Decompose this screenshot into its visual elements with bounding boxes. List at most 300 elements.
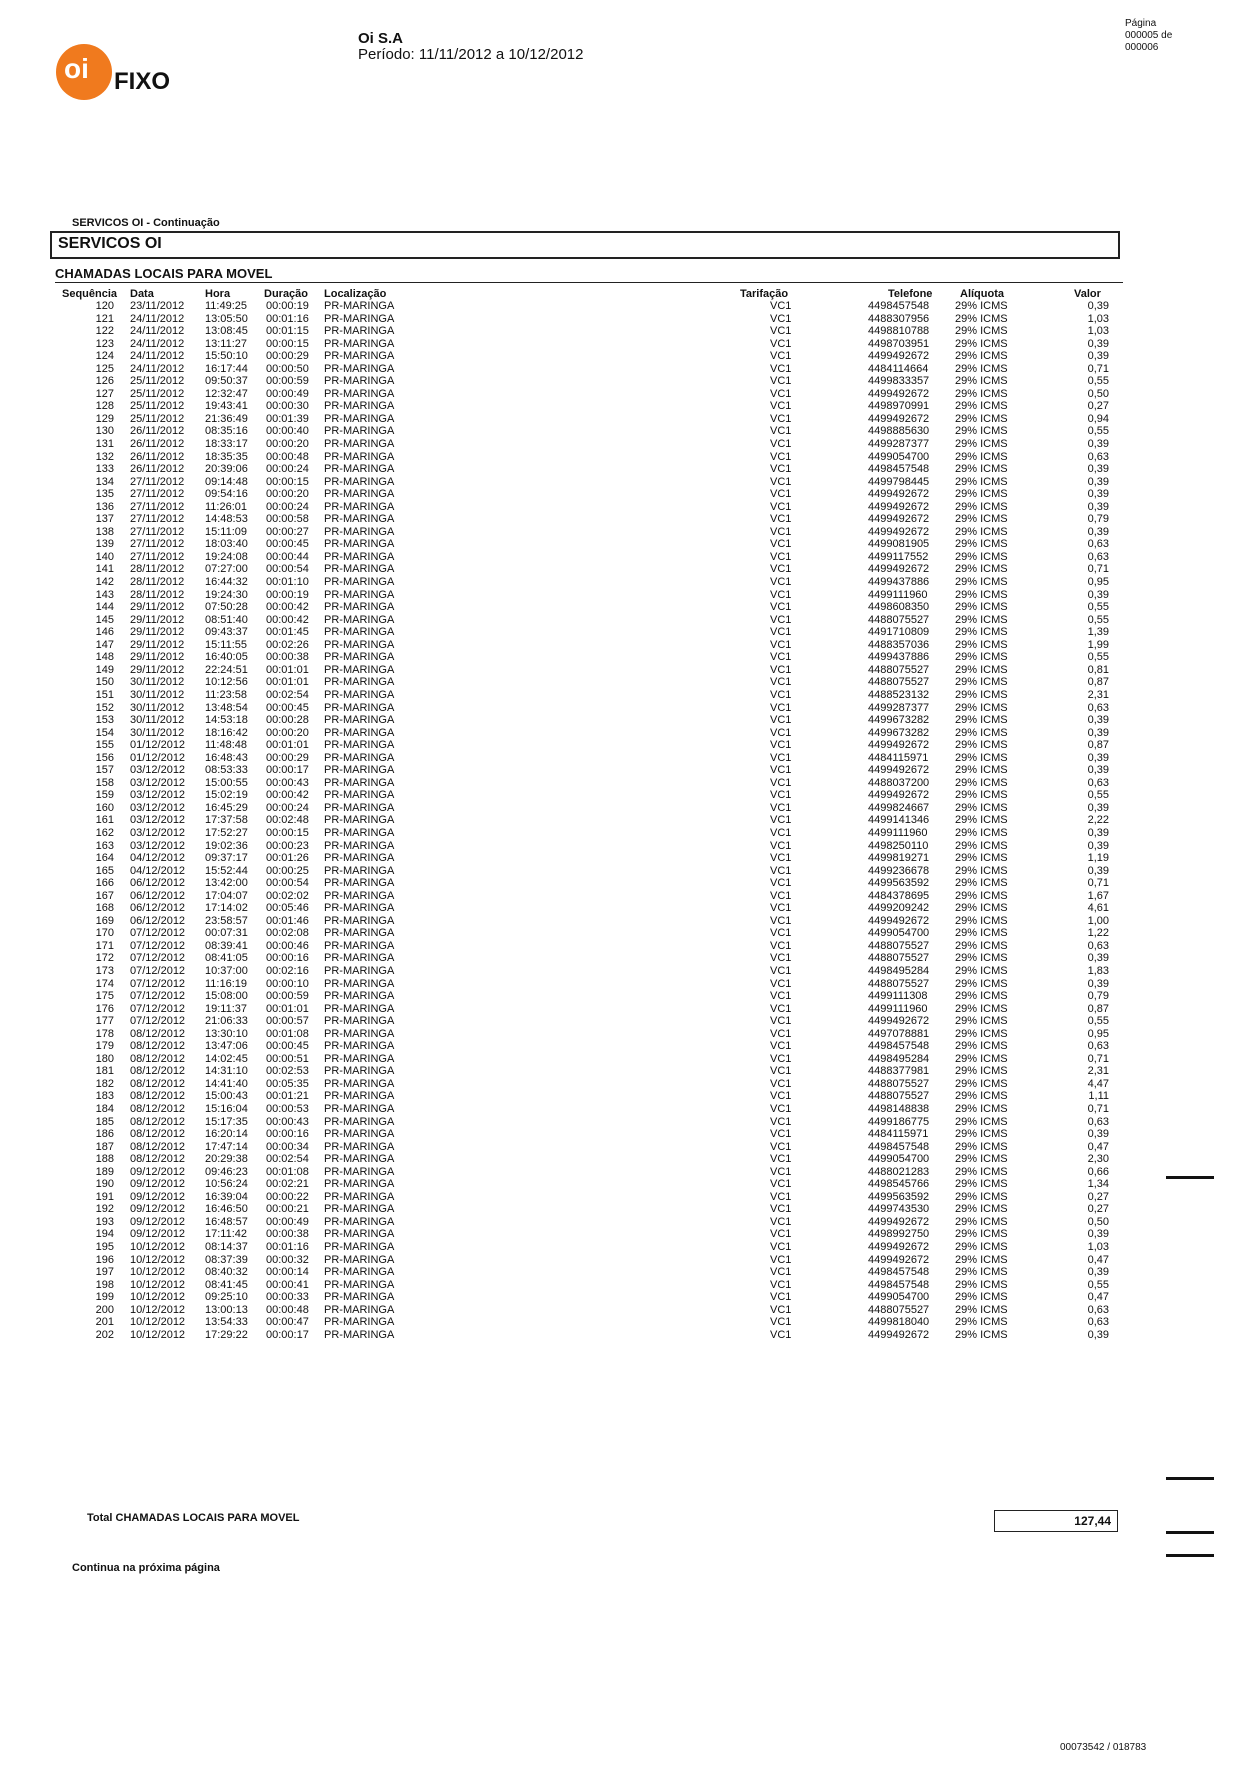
cell-tariff: VC1: [770, 801, 792, 814]
cell-value: 0,55: [1087, 425, 1109, 438]
cell-seq: 178: [95, 1027, 114, 1040]
table-row: [0, 425, 1236, 438]
cell-location: PR-MARINGA: [324, 463, 395, 476]
cell-value: 0,71: [1087, 563, 1109, 576]
cell-duration: 00:00:24: [266, 500, 309, 513]
cell-tariff: VC1: [770, 375, 792, 388]
cell-time: 17:47:14: [205, 1140, 248, 1153]
cell-tariff: VC1: [770, 751, 792, 764]
cell-time: 11:26:01: [205, 500, 248, 513]
cell-time: 08:53:33: [205, 764, 248, 777]
table-row: [0, 1103, 1236, 1116]
cell-duration: 00:00:46: [266, 939, 309, 952]
cell-phone: 4488357036: [868, 638, 930, 651]
cell-phone: 4499492672: [868, 387, 930, 400]
cell-rate: 29% ICMS: [955, 1228, 1008, 1241]
cell-value: 0,81: [1087, 663, 1109, 676]
cell-location: PR-MARINGA: [324, 1065, 395, 1078]
page-info: [1125, 18, 1172, 54]
cell-duration: 00:00:41: [266, 1278, 309, 1291]
cell-rate: 29% ICMS: [955, 1215, 1008, 1228]
cell-date: 27/11/2012: [130, 538, 185, 551]
cell-location: PR-MARINGA: [324, 387, 395, 400]
table-row: [0, 952, 1236, 965]
cell-tariff: VC1: [770, 463, 792, 476]
cell-value: 0,55: [1087, 1015, 1109, 1028]
table-row: [0, 589, 1236, 602]
cell-time: 13:42:00: [205, 877, 248, 890]
cell-location: PR-MARINGA: [324, 500, 395, 513]
cell-duration: 00:00:34: [266, 1140, 309, 1153]
cell-phone: 4498810788: [868, 325, 930, 338]
cell-date: 09/12/2012: [130, 1178, 186, 1191]
cell-phone: 4499141346: [868, 814, 930, 827]
table-row: [0, 601, 1236, 614]
cell-location: PR-MARINGA: [324, 751, 395, 764]
cell-time: 17:04:07: [205, 889, 248, 902]
table-row: [0, 940, 1236, 953]
cell-date: 08/12/2012: [130, 1103, 186, 1115]
cell-time: 16:45:29: [205, 801, 248, 814]
cell-tariff: VC1: [770, 1002, 792, 1015]
cell-time: 08:35:16: [205, 425, 248, 438]
cell-value: 4,61: [1087, 902, 1109, 915]
cell-phone: 4499492672: [868, 1241, 930, 1254]
cell-date: 08/12/2012: [130, 1027, 186, 1040]
cell-phone: 4499054700: [868, 450, 930, 463]
cell-rate: 29% ICMS: [955, 576, 1008, 589]
table-row: [0, 1291, 1236, 1304]
cell-seq: 124: [95, 350, 114, 363]
cell-location: PR-MARINGA: [324, 814, 395, 827]
cell-seq: 179: [95, 1040, 114, 1053]
cell-value: 0,50: [1087, 387, 1109, 400]
cell-seq: 154: [95, 726, 114, 739]
cell-date: 25/11/2012: [130, 375, 185, 388]
cell-location: PR-MARINGA: [324, 1215, 395, 1228]
table-row: [0, 814, 1236, 827]
cell-rate: 29% ICMS: [955, 337, 1008, 350]
cell-date: 07/12/2012: [130, 990, 186, 1003]
cell-seq: 173: [95, 964, 114, 977]
cell-duration: 00:00:19: [266, 588, 309, 601]
cell-duration: 00:00:19: [266, 300, 309, 312]
cell-time: 14:53:18: [205, 714, 248, 727]
cell-location: PR-MARINGA: [324, 563, 395, 576]
cell-time: 08:41:45: [205, 1278, 248, 1291]
cell-rate: 29% ICMS: [955, 964, 1008, 977]
cell-phone: 4499287377: [868, 438, 930, 451]
cell-phone: 4498495284: [868, 1052, 930, 1065]
cell-duration: 00:02:21: [266, 1178, 309, 1191]
cell-date: 24/11/2012: [130, 362, 185, 375]
table-row: [0, 513, 1236, 526]
cell-location: PR-MARINGA: [324, 676, 395, 689]
table-row: [0, 1304, 1236, 1317]
cell-duration: 00:01:45: [266, 626, 309, 639]
cell-rate: 29% ICMS: [955, 538, 1008, 551]
cell-phone: 4488075527: [868, 676, 930, 689]
cell-value: 0,39: [1087, 764, 1109, 777]
cell-rate: 29% ICMS: [955, 450, 1008, 463]
cell-tariff: VC1: [770, 400, 792, 413]
cell-tariff: VC1: [770, 1190, 792, 1203]
cell-duration: 00:02:02: [266, 889, 309, 902]
cell-time: 11:23:58: [205, 688, 248, 701]
page-number: 000005 de: [1125, 30, 1173, 41]
cell-value: 0,39: [1087, 726, 1109, 739]
cell-location: PR-MARINGA: [324, 877, 395, 890]
cell-tariff: VC1: [770, 714, 792, 727]
cell-location: PR-MARINGA: [324, 801, 395, 814]
cell-rate: 29% ICMS: [955, 375, 1008, 388]
cell-duration: 00:00:27: [266, 525, 309, 538]
cell-location: PR-MARINGA: [324, 1165, 395, 1178]
cell-date: 08/12/2012: [130, 1115, 186, 1128]
cell-date: 25/11/2012: [130, 400, 185, 413]
cell-phone: 4488523132: [868, 688, 930, 701]
cell-date: 30/11/2012: [130, 714, 185, 727]
cell-duration: 00:00:48: [266, 450, 309, 463]
cell-phone: 4499492672: [868, 1328, 930, 1341]
cell-date: 10/12/2012: [130, 1266, 186, 1279]
cell-time: 13:05:50: [205, 312, 248, 325]
cell-tariff: VC1: [770, 651, 792, 664]
cell-time: 19:24:08: [205, 550, 248, 563]
cell-seq: 156: [95, 751, 114, 764]
cell-date: 29/11/2012: [130, 601, 185, 614]
table-row: [0, 350, 1236, 363]
cell-tariff: VC1: [770, 1140, 792, 1153]
cell-location: PR-MARINGA: [324, 300, 395, 312]
cell-duration: 00:00:50: [266, 362, 309, 375]
cell-tariff: VC1: [770, 726, 792, 739]
cell-duration: 00:02:16: [266, 964, 309, 977]
cell-value: 0,39: [1087, 1228, 1109, 1241]
table-row: [0, 676, 1236, 689]
cell-value: 1,11: [1088, 1090, 1109, 1103]
table-row: [0, 639, 1236, 652]
cell-phone: 4499673282: [868, 714, 930, 727]
cell-location: PR-MARINGA: [324, 588, 395, 601]
cell-rate: 29% ICMS: [955, 852, 1008, 865]
cell-value: 0,55: [1087, 1278, 1109, 1291]
cell-seq: 199: [95, 1291, 114, 1304]
cell-time: 15:52:44: [205, 864, 248, 877]
cell-phone: 4499743530: [868, 1203, 930, 1216]
table-row: [0, 840, 1236, 853]
cell-rate: 29% ICMS: [955, 412, 1008, 425]
cell-location: PR-MARINGA: [324, 626, 395, 639]
cell-time: 15:17:35: [205, 1115, 248, 1128]
cell-value: 1,00: [1087, 914, 1109, 927]
cell-rate: 29% ICMS: [955, 751, 1008, 764]
table-row: [0, 400, 1236, 413]
cell-phone: 4499111308: [868, 990, 928, 1003]
cell-phone: 4484114664: [868, 362, 929, 375]
cell-date: 07/12/2012: [130, 927, 186, 940]
cell-phone: 4499492672: [868, 764, 930, 777]
cell-tariff: VC1: [770, 412, 792, 425]
cell-seq: 194: [95, 1228, 114, 1241]
cell-rate: 29% ICMS: [955, 877, 1008, 890]
cell-phone: 4488075527: [868, 952, 930, 965]
cell-seq: 197: [95, 1266, 114, 1279]
cell-tariff: VC1: [770, 789, 792, 802]
cell-seq: 128: [95, 400, 114, 413]
cell-value: 0,63: [1087, 939, 1109, 952]
cell-phone: 4499819271: [868, 852, 930, 865]
table-row: [0, 1090, 1236, 1103]
cell-value: 0,39: [1087, 826, 1109, 839]
cell-phone: 4488075527: [868, 663, 930, 676]
cell-phone: 4498608350: [868, 601, 930, 614]
cell-tariff: VC1: [770, 488, 792, 501]
logo-oi-text: oi: [64, 53, 89, 84]
table-row: [0, 1228, 1236, 1241]
cell-value: 0,39: [1087, 714, 1109, 727]
cell-value: 0,63: [1087, 550, 1109, 563]
cell-seq: 193: [95, 1215, 114, 1228]
cell-time: 09:54:16: [205, 488, 248, 501]
table-row: [0, 1279, 1236, 1292]
cell-tariff: VC1: [770, 939, 792, 952]
cell-seq: 148: [95, 651, 114, 664]
cell-duration: 00:00:23: [266, 839, 309, 852]
cell-seq: 168: [95, 902, 114, 915]
cell-rate: 29% ICMS: [955, 1027, 1008, 1040]
cell-location: PR-MARINGA: [324, 739, 395, 752]
category-title: CHAMADAS LOCAIS PARA MOVEL: [55, 266, 1123, 283]
table-row: [0, 877, 1236, 890]
cell-seq: 130: [95, 425, 114, 438]
cell-value: 0,27: [1087, 400, 1109, 413]
cell-tariff: VC1: [770, 450, 792, 463]
cell-location: PR-MARINGA: [324, 889, 395, 902]
cell-rate: 29% ICMS: [955, 525, 1008, 538]
cell-rate: 29% ICMS: [955, 488, 1008, 501]
cell-tariff: VC1: [770, 701, 792, 714]
table-row: [0, 1166, 1236, 1179]
cell-tariff: VC1: [770, 300, 792, 312]
cell-time: 07:27:00: [205, 563, 248, 576]
cell-location: PR-MARINGA: [324, 488, 395, 501]
cell-seq: 167: [95, 889, 114, 902]
cell-phone: 4498457548: [868, 1040, 930, 1053]
cell-tariff: VC1: [770, 1065, 792, 1078]
cell-date: 06/12/2012: [130, 889, 186, 902]
cell-seq: 182: [95, 1077, 114, 1090]
cell-location: PR-MARINGA: [324, 663, 395, 676]
cell-time: 16:46:50: [205, 1203, 248, 1216]
cell-seq: 126: [95, 375, 114, 388]
table-row: [0, 1078, 1236, 1091]
cell-phone: 4484378695: [868, 889, 930, 902]
table-row: [0, 363, 1236, 376]
table-row: [0, 852, 1236, 865]
cell-tariff: VC1: [770, 1115, 792, 1128]
cell-phone: 4499492672: [868, 1253, 930, 1266]
cell-phone: 4488075527: [868, 613, 930, 626]
cell-location: PR-MARINGA: [324, 952, 395, 965]
cell-date: 04/12/2012: [130, 864, 186, 877]
cell-time: 15:08:00: [205, 990, 248, 1003]
cell-date: 08/12/2012: [130, 1128, 186, 1141]
cell-date: 03/12/2012: [130, 826, 186, 839]
cell-time: 15:02:19: [205, 789, 248, 802]
cell-date: 23/11/2012: [130, 300, 185, 312]
cell-time: 20:29:38: [205, 1153, 248, 1166]
cell-duration: 00:00:28: [266, 714, 309, 727]
table-row: [0, 614, 1236, 627]
cell-value: 0,87: [1087, 1002, 1109, 1015]
cell-tariff: VC1: [770, 1153, 792, 1166]
cell-tariff: VC1: [770, 475, 792, 488]
cell-phone: 4499111960: [868, 588, 928, 601]
cell-location: PR-MARINGA: [324, 412, 395, 425]
table-row: [0, 451, 1236, 464]
cell-value: 1,34: [1087, 1178, 1109, 1191]
cell-value: 1,19: [1087, 852, 1109, 865]
cell-date: 07/12/2012: [130, 939, 186, 952]
cell-location: PR-MARINGA: [324, 400, 395, 413]
cell-duration: 00:00:24: [266, 801, 309, 814]
cell-duration: 00:00:38: [266, 1228, 309, 1241]
cell-time: 14:41:40: [205, 1077, 248, 1090]
cell-phone: 4499492672: [868, 1215, 930, 1228]
cell-rate: 29% ICMS: [955, 839, 1008, 852]
billing-period: Período: 11/11/2012 a 10/12/2012: [358, 46, 584, 63]
company-name: Oi S.A: [358, 30, 404, 47]
cell-value: 4,47: [1087, 1077, 1109, 1090]
cell-value: 0,39: [1087, 337, 1109, 350]
cell-rate: 29% ICMS: [955, 814, 1008, 827]
cell-tariff: VC1: [770, 1291, 792, 1304]
cell-time: 15:11:55: [205, 638, 248, 651]
cell-duration: 00:00:29: [266, 350, 309, 363]
cell-value: 0,39: [1087, 977, 1109, 990]
cell-time: 10:12:56: [205, 676, 248, 689]
cell-phone: 4499798445: [868, 475, 930, 488]
cell-time: 09:37:17: [205, 852, 248, 865]
cell-rate: 29% ICMS: [955, 1015, 1008, 1028]
cell-time: 08:40:32: [205, 1266, 248, 1279]
cell-tariff: VC1: [770, 1052, 792, 1065]
table-row: [0, 501, 1236, 514]
cell-phone: 4499492672: [868, 563, 930, 576]
cell-duration: 00:00:42: [266, 601, 309, 614]
cell-location: PR-MARINGA: [324, 701, 395, 714]
cell-seq: 153: [95, 714, 114, 727]
cell-duration: 00:01:10: [266, 576, 309, 589]
cell-time: 13:54:33: [205, 1316, 248, 1329]
cell-phone: 4499111960: [868, 1002, 928, 1015]
table-row: [0, 538, 1236, 551]
cell-tariff: VC1: [770, 776, 792, 789]
cell-date: 03/12/2012: [130, 764, 186, 777]
table-row: [0, 1191, 1236, 1204]
cell-duration: 00:00:30: [266, 400, 309, 413]
cell-date: 03/12/2012: [130, 839, 186, 852]
cell-rate: 29% ICMS: [955, 362, 1008, 375]
cell-time: 20:39:06: [205, 463, 248, 476]
table-row: [0, 1178, 1236, 1191]
cell-location: PR-MARINGA: [324, 576, 395, 589]
table-row: [0, 915, 1236, 928]
cell-rate: 29% ICMS: [955, 1291, 1008, 1304]
cell-phone: 4499437886: [868, 576, 930, 589]
cell-tariff: VC1: [770, 1040, 792, 1053]
logo-fixo-text: FIXO: [114, 68, 171, 95]
table-row: [0, 1015, 1236, 1028]
cell-seq: 155: [95, 739, 114, 752]
cell-date: 06/12/2012: [130, 877, 186, 890]
cell-time: 16:39:04: [205, 1190, 248, 1203]
cell-duration: 00:00:22: [266, 1190, 309, 1203]
cell-duration: 00:02:54: [266, 1153, 309, 1166]
cell-date: 10/12/2012: [130, 1278, 186, 1291]
cell-rate: 29% ICMS: [955, 663, 1008, 676]
table-row: [0, 1254, 1236, 1267]
cell-phone: 4499492672: [868, 488, 930, 501]
cell-date: 08/12/2012: [130, 1040, 186, 1053]
cell-date: 24/11/2012: [130, 337, 185, 350]
cell-location: PR-MARINGA: [324, 1015, 395, 1028]
cell-phone: 4488075527: [868, 1090, 930, 1103]
cell-value: 0,71: [1087, 362, 1109, 375]
cell-time: 19:02:36: [205, 839, 248, 852]
cell-time: 07:50:28: [205, 601, 248, 614]
cell-date: 26/11/2012: [130, 438, 185, 451]
cell-tariff: VC1: [770, 1328, 792, 1341]
cell-date: 26/11/2012: [130, 450, 185, 463]
cell-tariff: VC1: [770, 864, 792, 877]
cell-seq: 184: [95, 1103, 114, 1115]
cell-location: PR-MARINGA: [324, 1291, 395, 1304]
cell-location: PR-MARINGA: [324, 864, 395, 877]
cell-value: 0,71: [1087, 1052, 1109, 1065]
cell-tariff: VC1: [770, 814, 792, 827]
cell-tariff: VC1: [770, 1228, 792, 1241]
cell-time: 16:17:44: [205, 362, 248, 375]
cell-duration: 00:00:45: [266, 538, 309, 551]
cell-tariff: VC1: [770, 438, 792, 451]
cell-tariff: VC1: [770, 538, 792, 551]
cell-value: 0,39: [1087, 839, 1109, 852]
cell-time: 09:50:37: [205, 375, 248, 388]
cell-time: 12:32:47: [205, 387, 248, 400]
cell-phone: 4499054700: [868, 927, 930, 940]
cell-tariff: VC1: [770, 1278, 792, 1291]
cell-seq: 190: [95, 1178, 114, 1191]
table-row: [0, 1116, 1236, 1129]
cell-location: PR-MARINGA: [324, 425, 395, 438]
cell-time: 17:52:27: [205, 826, 248, 839]
cell-seq: 163: [95, 839, 114, 852]
cell-duration: 00:02:08: [266, 927, 309, 940]
cell-rate: 29% ICMS: [955, 726, 1008, 739]
cell-rate: 29% ICMS: [955, 1165, 1008, 1178]
cell-time: 09:25:10: [205, 1291, 248, 1304]
cell-seq: 200: [95, 1303, 114, 1316]
cell-date: 09/12/2012: [130, 1190, 186, 1203]
cell-duration: 00:01:08: [266, 1027, 309, 1040]
table-row: [0, 1266, 1236, 1279]
cell-seq: 162: [95, 826, 114, 839]
cell-seq: 177: [95, 1015, 114, 1028]
cell-date: 29/11/2012: [130, 626, 185, 639]
cell-tariff: VC1: [770, 525, 792, 538]
